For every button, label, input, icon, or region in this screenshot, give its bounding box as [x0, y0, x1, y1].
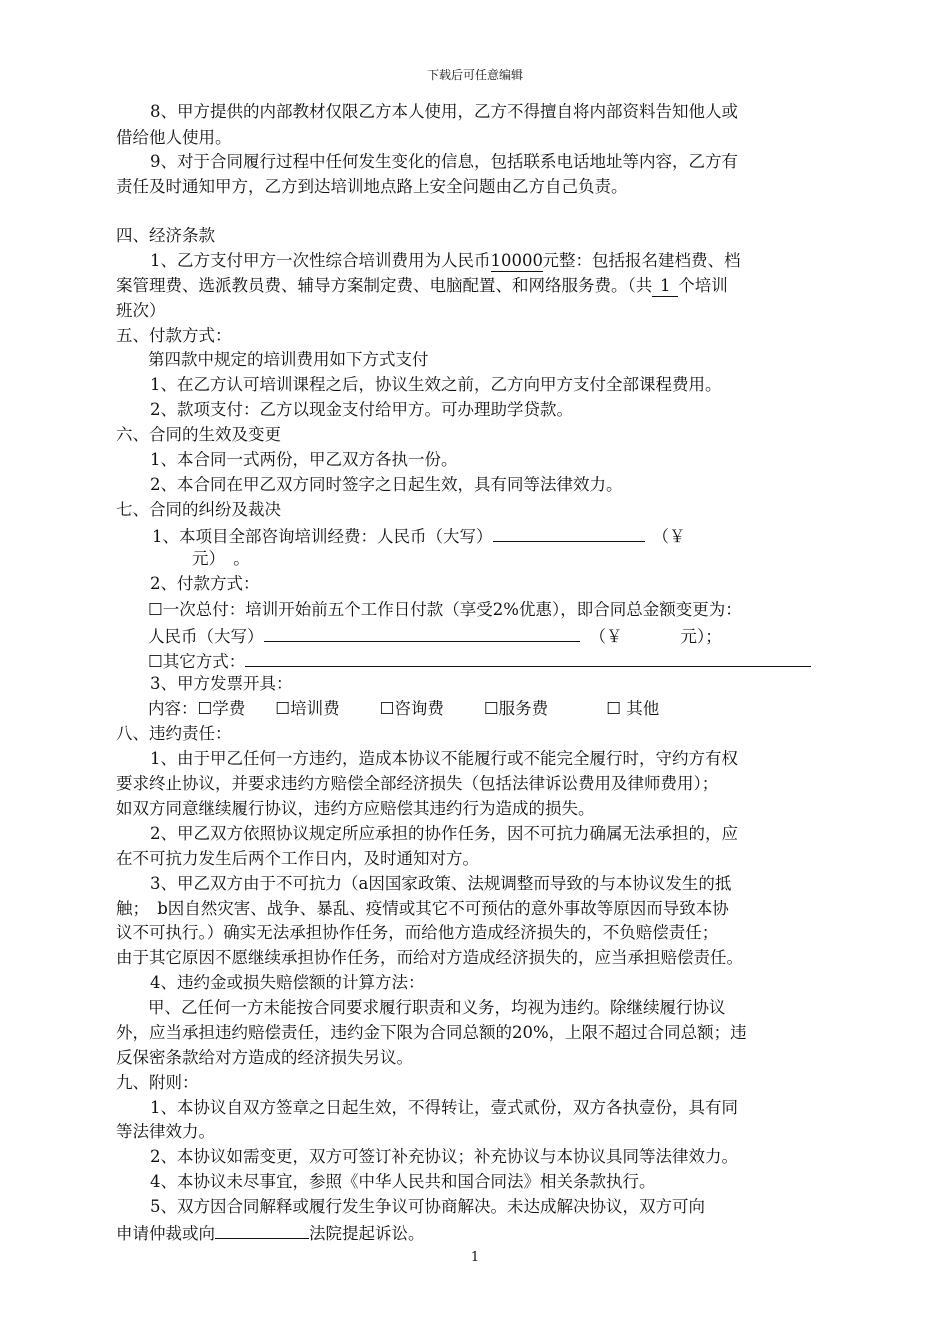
section-9-item5-line1: 5、双方因合同解释或履行发生争议可协商解决。未达成解决协议，双方可向: [150, 1197, 705, 1216]
page-header: 下载后可任意编辑: [426, 68, 523, 82]
section-8-item4-body-line1: 甲、乙任何一方未能按合同要求履行职责和义务，均视为违约。除继续履行协议: [148, 998, 726, 1017]
section-7-item2: 2、付款方式：: [150, 574, 260, 593]
invoice-content-line: [148, 699, 659, 719]
section-6-heading: 六、合同的生效及变更: [116, 425, 281, 444]
section-8-item3-line4: 由于其它原因不愿继续承担协作任务，而给对方造成经济损失的，应当承担赔偿责任。: [116, 948, 743, 967]
clause-8-line1: 8、甲方提供的内部教材仅限乙方本人使用，乙方不得擅自将内部资料告知他人或: [150, 102, 738, 121]
section-9-item1-line2: 等法律效力。: [116, 1122, 215, 1141]
lump-sum-option[interactable]: ☐一次总付：培训开始前五个工作日付款（享受2%优惠），即合同总金额变更为：: [148, 600, 742, 619]
other-method-line: [148, 650, 811, 672]
section-5-intro: 第四款中规定的培训费用如下方式支付: [148, 350, 429, 369]
section-8-item1-line2: 要求终止协议，并要求违约方赔偿全部经济损失（包括法律诉讼费用及律师费用）；: [116, 774, 719, 793]
section-7-heading: 七、合同的纠纷及裁决: [116, 500, 281, 519]
section-7-item3: 3、甲方发票开具：: [150, 674, 293, 693]
other-method-blank[interactable]: [245, 650, 811, 667]
section-4-heading: 四、经济条款: [116, 226, 215, 245]
section-8-heading: 八、违约责任：: [116, 724, 232, 743]
section-4-item1-line3: 班次）: [116, 301, 166, 320]
fee-amount: 10000: [490, 251, 543, 270]
section-9-item2: 2、本协议如需变更，双方可签订补充协议；补充协议与本协议具同等法律效力。: [150, 1147, 738, 1166]
section-9-item4: 4、本协议未尽事宜，参照《中华人民共和国合同法》相关条款执行。: [150, 1172, 656, 1191]
section-8-item4-body-line2: 外，应当承担违约赔偿责任，违约金下限为合同总额的20%，上限不超过合同总额；违: [116, 1023, 747, 1042]
invoice-training-option[interactable]: ☐培训费: [275, 699, 340, 718]
section-7-item1-line1: 1、本项目全部咨询培训经费：人民币（大写） （￥: [152, 527, 686, 546]
invoice-service-option[interactable]: ☐服务费: [483, 699, 549, 718]
court-name-blank[interactable]: [215, 1222, 309, 1239]
section-4-item1-line1: 1、乙方支付甲方一次性综合培训费用为人民币10000元整：包括报名建档费、档: [150, 251, 741, 270]
section-6-item1: 1、本合同一式两份，甲乙双方各执一份。: [150, 450, 458, 469]
invoice-consulting-option[interactable]: ☐咨询费: [379, 699, 444, 718]
section-8-item2-line1: 2、甲乙双方依照协议规定所应承担的协作任务，因不可抗力确属无法承担的，应: [150, 824, 738, 843]
section-9-item5-line2: 申请仲裁或向 法院提起诉讼。: [116, 1224, 425, 1243]
section-8-item1-line3: 如双方同意继续履行协议，违约方应赔偿其违约行为造成的损失。: [116, 799, 595, 818]
lump-sum-uppercase-blank[interactable]: [264, 625, 580, 642]
section-8-item4: 4、违约金或损失赔偿额的计算方法：: [150, 973, 425, 992]
section-4-item1-line2: 案管理费、选派教员费、辅导方案制定费、电脑配置、和网络服务费。（共 1 个培训: [116, 276, 728, 295]
section-8-item4-body-line3: 反保密条款给对方造成的经济损失另议。: [116, 1048, 413, 1067]
page-number: 1: [470, 1250, 480, 1265]
section-8-item3-line3: 议不可执行。）确实无法承担协作任务，而给他方造成经济损失的，不负赔偿责任；: [116, 923, 719, 942]
section-8-item2-line2: 在不可抗力发生后两个工作日内，及时通知对方。: [116, 849, 479, 868]
class-count: 1: [652, 276, 678, 297]
section-5-heading: 五、付款方式：: [116, 326, 232, 345]
section-9-item1-line1: 1、本协议自双方签章之日起生效，不得转让，壹式贰份，双方各执壹份，具有同: [150, 1098, 738, 1117]
total-fee-uppercase-blank[interactable]: [493, 525, 645, 542]
section-5-item2: 2、款项支付：乙方以现金支付给甲方。可办理助学贷款。: [150, 400, 573, 419]
invoice-tuition-option[interactable]: 内容：☐学费: [148, 699, 246, 718]
other-method-option[interactable]: ☐其它方式：: [148, 652, 246, 671]
clause-9-line1: 9、对于合同履行过程中任何发生变化的信息，包括联系电话地址等内容，乙方有: [150, 152, 738, 171]
section-9-heading: 九、附则：: [116, 1073, 199, 1092]
section-8-item3-line1: 3、甲乙双方由于不可抗力（a因国家政策、法规调整而导致的与本协议发生的抵: [150, 874, 732, 893]
section-8-item1-line1: 1、由于甲乙任何一方违约，造成本协议不能履行或不能完全履行时，守约方有权: [150, 749, 738, 768]
lump-sum-amount-line: 人民币（大写） （￥ 元）；: [148, 627, 722, 646]
clause-9-line2: 责任及时通知甲方，乙方到达培训地点路上安全问题由乙方自己负责。: [116, 177, 628, 196]
section-6-item2: 2、本合同在甲乙双方同时签字之日起生效，具有同等法律效力。: [150, 475, 623, 494]
section-5-item1: 1、在乙方认可培训课程之后，协议生效之前，乙方向甲方支付全部课程费用。: [150, 375, 722, 394]
clause-8-line2: 借给他人使用。: [116, 128, 232, 147]
section-7-item1-line2: 元） 。: [192, 549, 250, 568]
section-8-item3-line2: 触； b因自然灾害、战争、暴乱、疫情或其它不可预估的意外事故等原因而导致本协: [116, 899, 729, 918]
invoice-other-option[interactable]: ☐ 其他: [606, 699, 660, 718]
